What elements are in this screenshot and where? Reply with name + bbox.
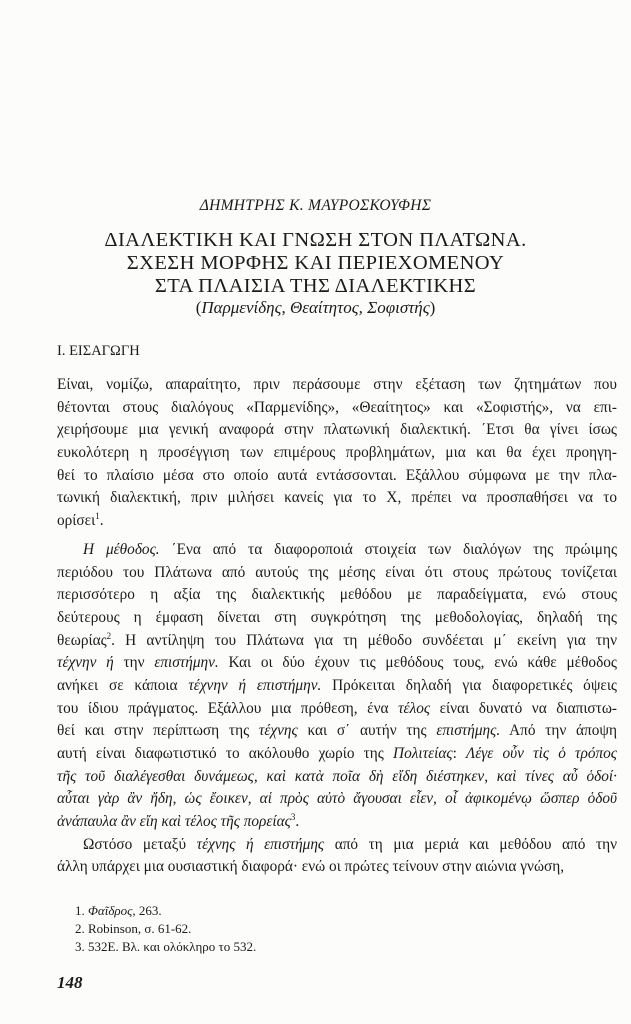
text-span: άλλη υπάρχει μια ουσιαστική διαφορά· ενώ οι πρώτες τείνουν στην αιώνια γνώση, (57, 858, 565, 876)
footnote-ref: 1 (95, 511, 100, 522)
text-span: Από την άποψη (500, 722, 617, 740)
text-span: θεωρίας (57, 631, 107, 649)
text-line (57, 766, 617, 789)
footnote-ref: 3 (290, 812, 296, 823)
text-span: Ωστόσο μεταξύ (83, 835, 197, 853)
text-line (57, 584, 617, 607)
text-span: : (452, 745, 467, 762)
italic-text: Λέγε οὖν τὶς ὁ τρόπος (466, 745, 617, 762)
paragraph (57, 539, 617, 834)
text-span: την (113, 654, 155, 672)
footnote-number: 2. (75, 921, 85, 936)
text-span: ΄Ενα από τα διαφοροποιά στοιχεία των διαλόγων της πρώιμης (159, 540, 617, 558)
footnote-text: , 263. (132, 903, 162, 918)
text-span: είναι δυνατό να διαπιστω- (430, 699, 617, 717)
footnote-ref: 2 (106, 630, 112, 641)
text-line (57, 510, 617, 533)
title-line: ΣΧΕΣΗ ΜΟΡΦΗΣ ΚΑΙ ΠΕΡΙΕΧΟΜΕΝΟΥ (126, 252, 505, 274)
text-line (57, 465, 617, 488)
italic-text: ἀνάπαυλα ἂν εἴη καὶ τέλος τῆς πορείας (57, 813, 291, 831)
italic-text: τέχνης ή επιστήμης (196, 835, 325, 853)
subtitle-text: Παρμενίδης, Θεαίτητος, Σοφιστής (201, 298, 430, 317)
footnote (75, 902, 256, 920)
italic-text: τέλος (398, 699, 431, 717)
text-line (57, 442, 617, 465)
footnote (75, 920, 256, 938)
italic-text: τέχνην ή (57, 654, 114, 672)
text-span: Και οι δύο έχουν τις μεθόδους τους, ενώ κάθε μέθοδος (218, 654, 617, 672)
text-line (57, 607, 617, 630)
footnote-italic: Φαῖδρος (88, 903, 133, 918)
footnote-number: 1. (75, 903, 85, 918)
footnotes (75, 902, 256, 956)
text-line (57, 374, 617, 397)
text-span: και σ΄ αυτήν της (297, 722, 437, 740)
text-span: θεί και στην περίπτωση της (57, 722, 259, 740)
paren-close: ) (429, 298, 436, 317)
article-subtitle (0, 298, 631, 318)
footnote-text: 532Ε. Βλ. και ολόκληρο το 532. (88, 939, 257, 954)
text-span: χειρήσουμε μια γενική αναφορά στην πλατωνική διαλεκτική. ΄Ετσι θα γίνει ίσως (57, 421, 617, 439)
text-line (57, 630, 617, 653)
text-span: Πρόκειται δηλαδή για διαφορετικές όψεις (321, 676, 617, 694)
italic-text: επιστήμης. (436, 722, 501, 740)
text-span: . (99, 512, 104, 530)
text-line (57, 487, 617, 510)
footnote-text: Robinson, σ. 61-62. (88, 921, 192, 936)
text-span: περισσότερο η αξία της διαλεκτικής μεθόδου με παραδείγματα, ενώ στους (57, 586, 617, 604)
footnote-number: 3. (75, 939, 85, 954)
text-span: ανήκει σε κάποια (57, 676, 189, 694)
italic-text: τῆς τοῦ διαλέγεσθαι δυνάμεως, καὶ κατὰ ποῖα δὴ εἴδη διέστηκεν, καὶ τίνες αὖ ὁδοί· (57, 767, 617, 785)
italic-text: αὗται γὰρ ἂν ἤδη, ὡς ἔοικεν, αἱ πρὸς αὐτὸ ἄγουσαι εἶεν, οἷ ἀφικομένῳ ὥσπερ ὁδοῦ (57, 790, 617, 808)
text-span: αυτή είναι διαφωτιστικό το ακόλουθο χωρίο της (57, 745, 394, 762)
text-line (57, 720, 617, 743)
text-line (57, 539, 617, 562)
text-line (57, 743, 617, 766)
body-text (57, 374, 617, 879)
author-name: ΔΗΜΗΤΡΗΣ Κ. ΜΑΥΡΟΣΚΟΥΦΗΣ (199, 197, 432, 214)
text-line (57, 397, 617, 420)
paragraph (57, 374, 617, 533)
paren-open: ( (195, 298, 202, 317)
section-heading: Ι. ΕΙΣΑΓΩΓΗ (57, 343, 140, 359)
text-line (57, 562, 617, 585)
text-span: θέτονται στους διαλόγους «Παρμενίδης», «Θεαίτητος» και «Σοφιστής», να επι- (57, 398, 617, 416)
italic-text: τέχνης (258, 722, 298, 740)
text-line (57, 834, 617, 857)
text-span: δεύτερους η έμφαση δίνεται στη συγκρότηση της μεθοδολογίας, δηλαδή της (57, 608, 617, 626)
text-span: τωνική διαλεκτική, πριν μιλήσει κανείς για το Χ, πρέπει να προσπαθήσει να το (57, 489, 617, 507)
title-line: ΔΙΑΛΕΚΤΙΚΗ ΚΑΙ ΓΝΩΣΗ ΣΤΟΝ ΠΛΑΤΩΝΑ. (104, 229, 527, 251)
text-line (57, 856, 617, 879)
text-span: θεί το πλαίσιο μέσα στο οποίο αυτά εντάσσονται. Εξάλλου σύμφωνα με την πλα- (57, 466, 617, 484)
text-line (57, 698, 617, 721)
text-span: ορίσει (57, 512, 96, 530)
text-line (57, 419, 617, 442)
text-line (57, 675, 617, 698)
text-span: από τη μια μεριά και μεθόδου από την (324, 835, 618, 853)
italic-text: Πολιτείας (393, 745, 453, 762)
text-span: του ίδιου πράγματος. Εξάλλου μια πρόθεση, ένα (57, 699, 399, 717)
title-line: ΣΤΑ ΠΛΑΙΣΙΑ ΤΗΣ ΔΙΑΛΕΚΤΙΚΗΣ (154, 275, 477, 297)
italic-text: Η μέθοδος. (83, 540, 160, 558)
footnote (75, 938, 256, 956)
italic-text: επιστήμην. (154, 654, 219, 672)
italic-text: τέχνην ή επιστήμην. (188, 676, 322, 694)
text-span: . Η αντίληψη του Πλάτωνα για τη μέθοδο συνδέεται μ΄ εκείνη για την (111, 631, 617, 649)
article-title (0, 229, 631, 298)
text-span: ευκολότερη η προσέγγιση των επιμέρους προβλημάτων, μια και θα έχει προηγη- (57, 444, 617, 462)
text-span: . (295, 813, 300, 831)
text-span: περιόδου του Πλάτωνα από αυτούς της μέσης είναι ότι στους πρώτους τονίζεται (57, 563, 617, 581)
text-span: Είναι, νομίζω, απαραίτητο, πριν περάσουμε στην εξέταση των ζητημάτων που (57, 376, 617, 393)
text-line (57, 788, 617, 811)
page-number: 148 (57, 973, 83, 992)
text-line (57, 652, 617, 675)
paragraph (57, 834, 617, 879)
text-line (57, 811, 617, 834)
